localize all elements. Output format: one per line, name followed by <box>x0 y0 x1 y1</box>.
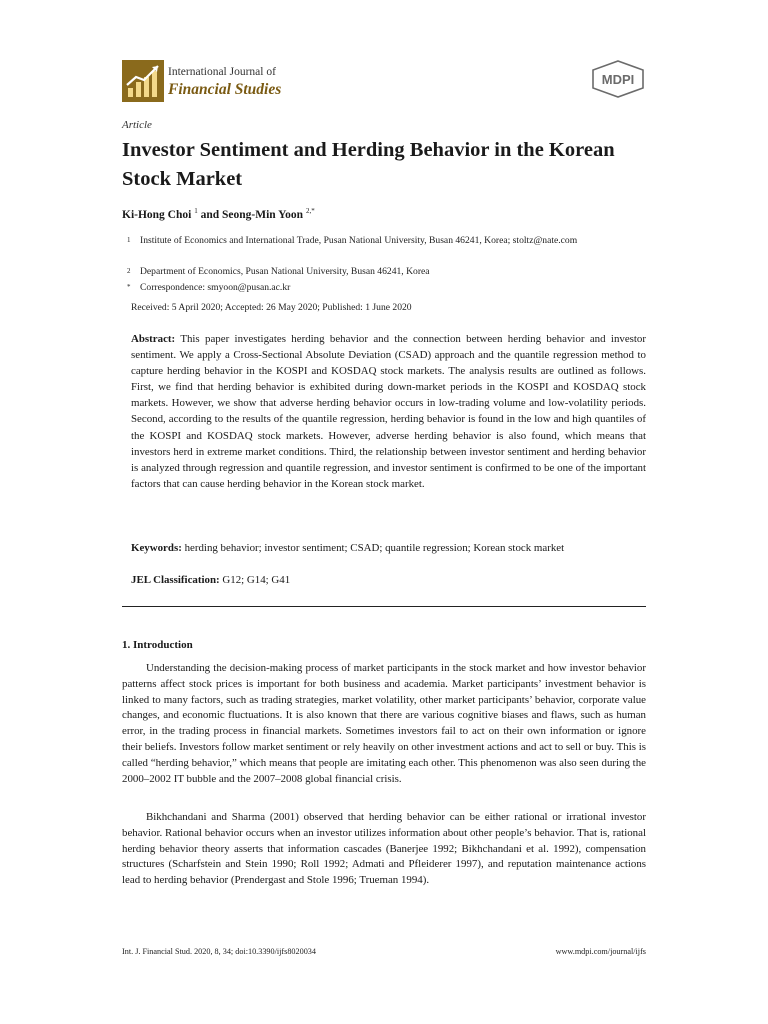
affiliation-text: Correspondence: smyoon@pusan.ac.kr <box>140 282 291 293</box>
affiliation-marker: 1 <box>127 236 131 244</box>
publication-dates: Received: 5 April 2020; Accepted: 26 May 2020; Published: 1 June 2020 <box>131 302 412 313</box>
keywords-text: herding behavior; investor sentiment; CSAD; quantile regression; Korean stock market <box>184 542 565 554</box>
journal-name-line1: International Journal of <box>168 66 276 78</box>
paper-title: Investor Sentiment and Herding Behavior in the Korean Stock Market <box>122 139 615 190</box>
jel-classification <box>131 574 646 586</box>
affiliation-marker: * <box>127 283 131 291</box>
abstract-text: This paper investigates herding behavior and the connection between herding behavior and investor sentiment. We apply a Cross-Sectional Absolute Deviation (CSAD) approach and the quantile regression method to capture herding behavior in the KOSPI and KOSDAQ stock markets. The analysis results are outlined as follows. First, we find that herding behavior is exhibited during down-market periods in the KOSPI and KOSDAQ stock markets. However, we show that adverse herding behavior occurs in low-trading volume and low-volatility periods. Second, according to the results of the quantile regression, herding behavior is found in the low and high quantiles of the KOSPI and KOSDAQ stock markets. However, adverse herding behavior is also found, which means that investors herd in extreme market conditions. Third, the relationship between investor sentiment and herding behavior is analyzed through regression and quantile regression, and investor sentiment is confirmed to be one of the important factors that can cause herding behavior in the Korean stock market. <box>131 333 647 490</box>
author-list <box>122 207 315 221</box>
footer-journal-link[interactable]: www.mdpi.com/journal/ijfs <box>555 947 646 956</box>
publisher-name: MDPI <box>601 72 635 87</box>
footer-citation: Int. J. Financial Stud. 2020, 8, 34; doi:10.3390/ijfs8020034 <box>122 947 316 956</box>
jel-label: JEL Classification: <box>131 574 220 586</box>
section-divider <box>122 606 646 607</box>
journal-name-line2: Financial Studies <box>168 81 282 98</box>
author-name: Seong-Min Yoon <box>222 208 304 221</box>
journal-name <box>168 64 281 98</box>
body-paragraph: Bikhchandani and Sharma (2001) observed that herding behavior can be either rational or irrational investor behavior. Rational behavior occurs when an investor utilizes information about other people’s behavior. That is, rational herding behavior theory asserts that information cascades (Banerjee 1992; Bikhchandani et al. 1992), compensation structures (Scharfstein and Stein 1990; Roll 1992; Admati and Pfleiderer 1997), and reputation maintenance actions lead to herding behavior (Prendergast and Stole 1996; Trueman 1994). <box>122 811 646 887</box>
author-affiliation-mark: 1 <box>194 207 198 215</box>
article-type: Article <box>122 119 152 131</box>
affiliation-item <box>122 280 646 295</box>
affiliation-text: Institute of Economics and International Trade, Pusan National University, Busan 46241, Korea; stoltz@nate.com <box>140 235 578 246</box>
body-paragraph: Understanding the decision-making process of market participants in the stock market and how investor behavior patterns affect stock prices is important for both business and academia. Market participants’ investment behavior is linked to many factors, such as trading strategies, market volatility, other market participants’ behavior, corporate value changes, and economic fluctuations. It is also known that there are various cognitive biases and flaws, such as human error, in the trading process in financial markets. Sometimes investors fail to act on their own information or ignore their beliefs. Investors follow market sentiment or rely heavily on other investment actions and act to sell or buy. This is called “herding behavior,” which means that people are imitating each other. This phenomenon was also seen during the 2000–2002 IT bubble and the 2007–2008 global financial crisis. <box>122 662 646 785</box>
affiliation-item <box>122 233 646 248</box>
journal-logo-icon <box>122 60 164 102</box>
section-heading: 1. Introduction <box>122 639 193 651</box>
author-name: Ki-Hong Choi <box>122 208 192 221</box>
author-affiliation-mark: 2,* <box>305 207 315 215</box>
jel-text: G12; G14; G41 <box>222 574 291 586</box>
affiliation-item <box>122 264 646 279</box>
abstract <box>131 331 646 492</box>
affiliation-text: Department of Economics, Pusan National University, Busan 46241, Korea <box>140 266 430 277</box>
keywords <box>131 542 651 554</box>
author-connector: and <box>197 208 223 221</box>
keywords-label: Keywords: <box>131 542 182 554</box>
affiliation-marker: 2 <box>127 267 131 275</box>
abstract-label: Abstract: <box>131 333 176 345</box>
publisher-logo-icon <box>590 60 646 98</box>
